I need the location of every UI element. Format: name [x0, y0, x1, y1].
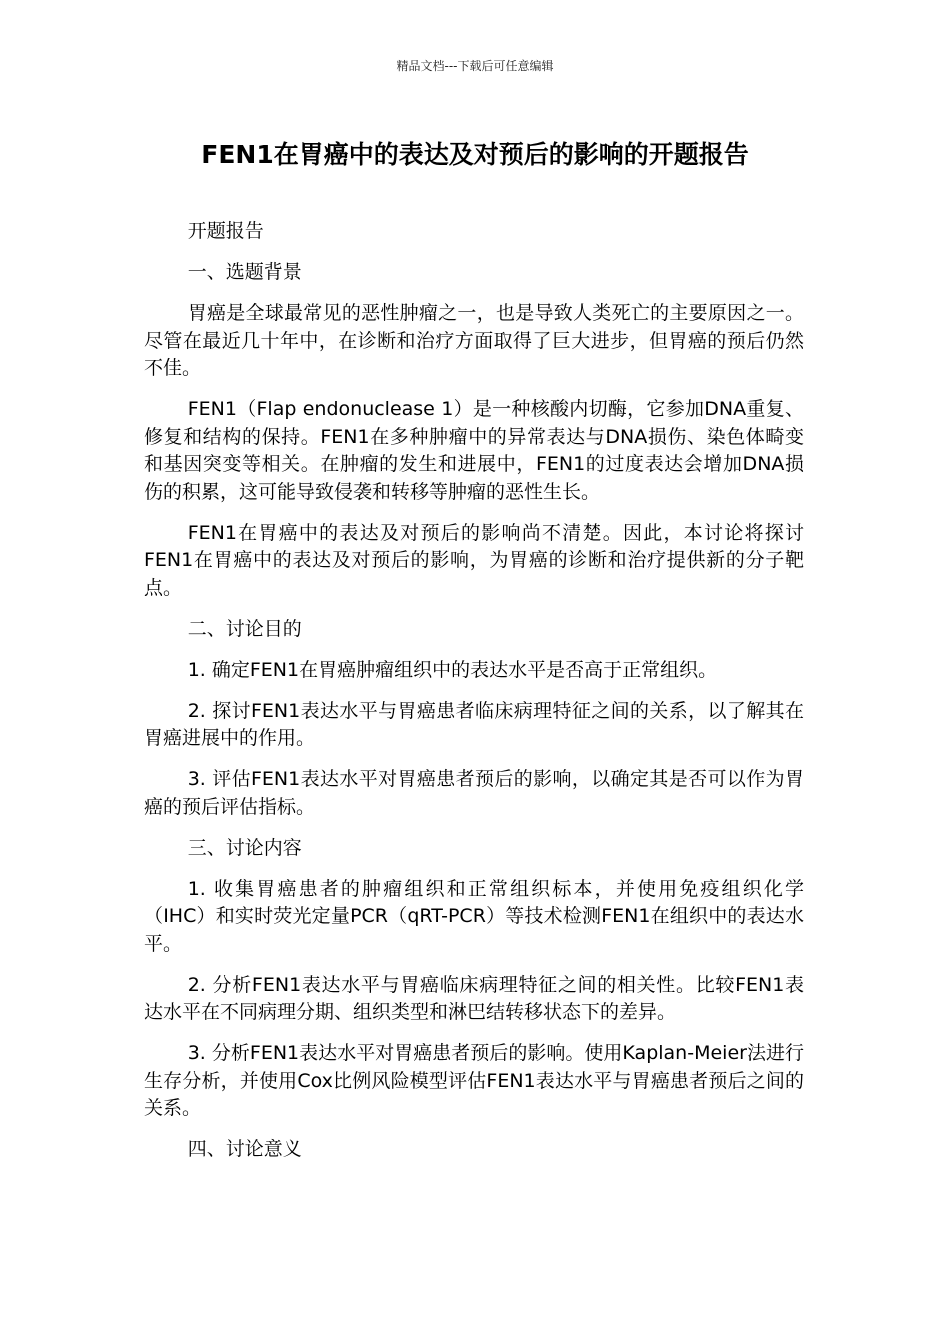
list-item: 3. 分析FEN1表达水平对胃癌患者预后的影响。使用Kaplan-Meier法进行生存分析，并使用Cox比例风险模型评估FEN1表达水平与胃癌患者预后之间的关系。: [144, 1042, 804, 1119]
section-heading-significance: 四、讨论意义: [187, 1138, 302, 1160]
header-note: 精品文档---下载后可任意编辑: [396, 59, 554, 73]
document-title: FEN1在胃癌中的表达及对预后的影响的开题报告: [201, 140, 749, 169]
section-heading-purpose: 二、讨论目的: [187, 617, 302, 640]
paragraph: 胃癌是全球最常见的恶性肿瘤之一，也是导致人类死亡的主要原因之一。尽管在最近几十年中，在诊断和治疗方面取得了巨大进步，但胃癌的预后仍然不佳。: [144, 302, 804, 379]
document-body: [144, 218, 804, 1177]
list-item: 2. 探讨FEN1表达水平与胃癌患者临床病理特征之间的关系，以了解其在胃癌进展中的作用。: [144, 699, 804, 749]
list-item: 3. 评估FEN1表达水平对胃癌患者预后的影响，以确定其是否可以作为胃癌的预后评估指标。: [144, 768, 804, 818]
paragraph-report-label: 开题报告: [187, 220, 264, 242]
section-heading-content: 三、讨论内容: [187, 836, 302, 859]
list-item: 2. 分析FEN1表达水平与胃癌临床病理特征之间的相关性。比较FEN1表达水平在不同病理分期、组织类型和淋巴结转移状态下的差异。: [144, 973, 804, 1023]
section-heading-background: 一、选题背景: [187, 261, 302, 283]
list-item: 1. 确定FEN1在胃癌肿瘤组织中的表达水平是否高于正常组织。: [187, 658, 718, 681]
paragraph: FEN1（Flap endonuclease 1）是一种核酸内切酶，它参加DNA重复、修复和结构的保持。FEN1在多种肿瘤中的异常表达与DNA损伤、染色体畸变和基因突变等相关。在肿瘤的发生和进展中，FEN1的过度表达会增加DNA损伤的积累，这可能导致侵袭和转移等肿瘤的恶性生长。: [144, 398, 804, 503]
paragraph: FEN1在胃癌中的表达及对预后的影响尚不清楚。因此，本讨论将探讨FEN1在胃癌中的表达及对预后的影响，为胃癌的诊断和治疗提供新的分子靶点。: [144, 521, 804, 599]
list-item: 1. 收集胃癌患者的肿瘤组织和正常组织标本，并使用免疫组织化学（IHC）和实时荧光定量PCR（qRT-PCR）等技术检测FEN1在组织中的表达水平。: [144, 877, 804, 955]
